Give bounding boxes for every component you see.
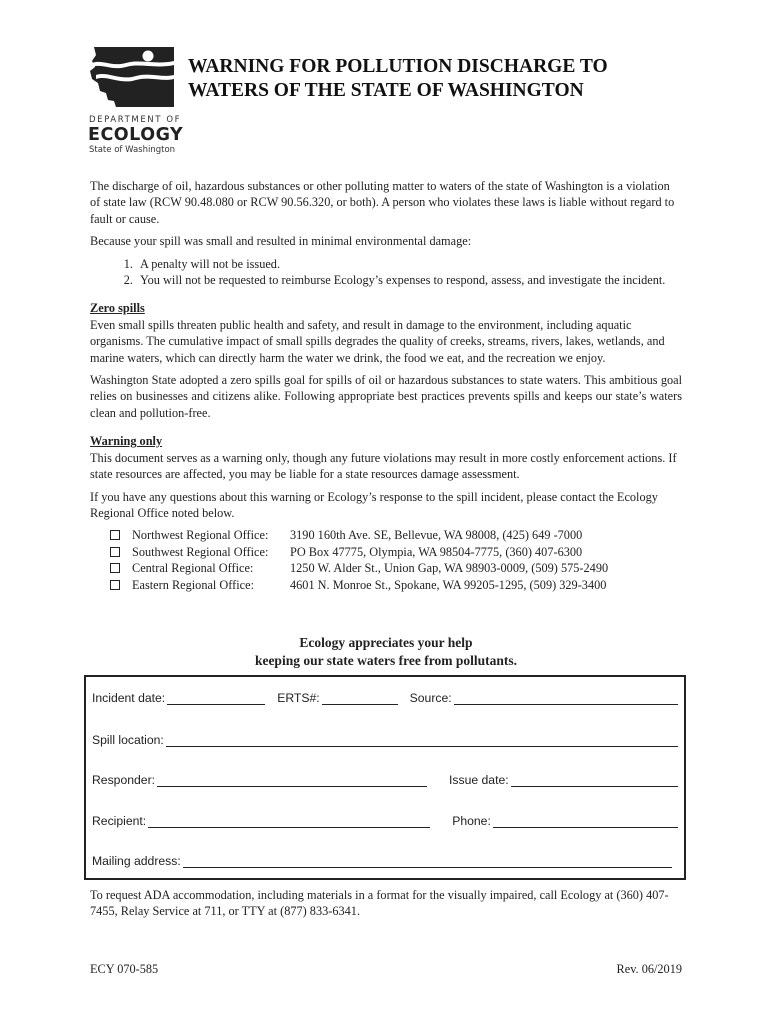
office-option-eastern (110, 577, 682, 594)
intro-paragraph: The discharge of oil, hazardous substances or other polluting matter to waters of the state of Washington is a violation of state law (RCW 90.48.080 or RCW 90.56.320, or both). A person who violates these laws is liable without regard to fault or cause. (90, 179, 675, 226)
thanks-line-1: Ecology appreciates your help (299, 635, 473, 650)
ada-notice: To request ADA accommodation, including materials in a format for the visually impaired, call Ecology at (360) 407-7455, Relay Service at 711, or TTY at (877) 833-6341. (90, 888, 669, 919)
incident-date-field[interactable] (167, 692, 265, 705)
office-name: Northwest Regional Office: (132, 528, 269, 543)
thanks-message (90, 634, 682, 670)
title-line-2: WATERS OF THE STATE OF WASHINGTON (188, 80, 584, 101)
phone-field[interactable] (493, 815, 678, 828)
form-row-incident (92, 691, 678, 705)
form-row-recipient (92, 814, 678, 828)
logo-department-text: DEPARTMENT OF (89, 115, 182, 125)
office-option-central (110, 560, 682, 577)
office-name: Southwest Regional Office: (132, 544, 269, 559)
recipient-field[interactable] (148, 815, 430, 828)
title-line-1: WARNING FOR POLLUTION DISCHARGE TO (188, 56, 608, 77)
office-checkbox[interactable] (110, 580, 120, 590)
office-checkbox[interactable] (110, 547, 120, 557)
incident-form (84, 675, 686, 880)
document-body (90, 178, 682, 593)
logo-ecology-text: ECOLOGY (88, 125, 184, 145)
warning-only-heading: Warning only (90, 434, 163, 449)
office-address: PO Box 47775, Olympia, WA 98504-7775, (360) 407-6300 (290, 544, 583, 559)
list-item: 2. You will not be requested to reimburse Ecology’s expenses to respond, assess, and investigate the incident. (136, 272, 682, 288)
office-option-northwest (110, 527, 682, 544)
source-label: Source: (409, 691, 452, 705)
office-address: 3190 160th Ave. SE, Bellevue, WA 98008, (425) 649 -7000 (290, 528, 583, 543)
erts-field[interactable] (322, 692, 398, 705)
form-row-location (92, 733, 678, 747)
responder-label: Responder: (92, 773, 156, 787)
recipient-label: Recipient: (92, 814, 147, 828)
list-item: 1. A penalty will not be issued. (136, 256, 682, 272)
regional-office-list (110, 527, 682, 593)
zero-spills-heading: Zero spills (90, 301, 145, 316)
outcome-list (90, 256, 682, 289)
office-name: Eastern Regional Office: (132, 577, 255, 592)
revision-date: Rev. 06/2019 (616, 962, 682, 976)
office-checkbox[interactable] (110, 530, 120, 540)
responder-field[interactable] (157, 774, 427, 787)
form-row-responder (92, 773, 678, 787)
office-address: 1250 W. Alder St., Union Gap, WA 98903-0009, (509) 575-2490 (290, 561, 609, 576)
office-name: Central Regional Office: (132, 561, 254, 576)
zero-spills-paragraph-2: Washington State adopted a zero spills goal for spills of oil or hazardous substances to state waters. This ambitious goal relies on businesses and citizens alike. Following appropriate best practices prevents spills and keeps our state’s waters clean and pollution-free. (90, 373, 682, 420)
office-checkbox[interactable] (110, 563, 120, 573)
issue-date-field[interactable] (511, 774, 678, 787)
phone-label: Phone: (452, 814, 491, 828)
form-row-address (92, 854, 672, 868)
intro-paragraph-2: Because your spill was small and resulted in minimal environmental damage: (90, 234, 472, 249)
page-footer (90, 962, 682, 977)
incident-date-label: Incident date: (92, 691, 166, 705)
document-number: ECY 070-585 (90, 962, 159, 976)
mailing-address-field[interactable] (183, 855, 672, 868)
ecology-logo (86, 45, 186, 155)
document-title (188, 55, 708, 103)
mailing-address-label: Mailing address: (92, 854, 181, 868)
issue-date-label: Issue date: (449, 773, 509, 787)
washington-state-outline-icon (86, 45, 178, 107)
thanks-line-2: keeping our state waters free from pollutants. (254, 653, 518, 668)
spill-location-field[interactable] (166, 734, 678, 747)
zero-spills-paragraph: Even small spills threaten public health and safety, and result in damage to the environment, including aquatic organisms. The cumulative impact of small spills degrades the quality of creeks, streams, rivers, lakes, wetlands, and marine waters, which can directly harm the water we drink, the food we eat, and the recreation we enjoy. (90, 317, 665, 365)
erts-label: ERTS#: (277, 691, 320, 705)
spill-location-label: Spill location: (92, 733, 164, 747)
office-address: 4601 N. Monroe St., Spokane, WA 99205-1295, (509) 329-3400 (290, 577, 607, 592)
contact-paragraph: If you have any questions about this warning or Ecology’s response to the spill incident, please contact the Ecology Regional Office noted below. (90, 489, 658, 520)
warning-only-paragraph: This document serves as a warning only, though any future violations may result in more costly enforcement actions. If state resources are affected, you may be liable for a state resources damage assessment. (90, 450, 677, 482)
logo-state-text: State of Washington (89, 145, 176, 155)
office-option-southwest (110, 544, 682, 561)
source-field[interactable] (454, 692, 678, 705)
